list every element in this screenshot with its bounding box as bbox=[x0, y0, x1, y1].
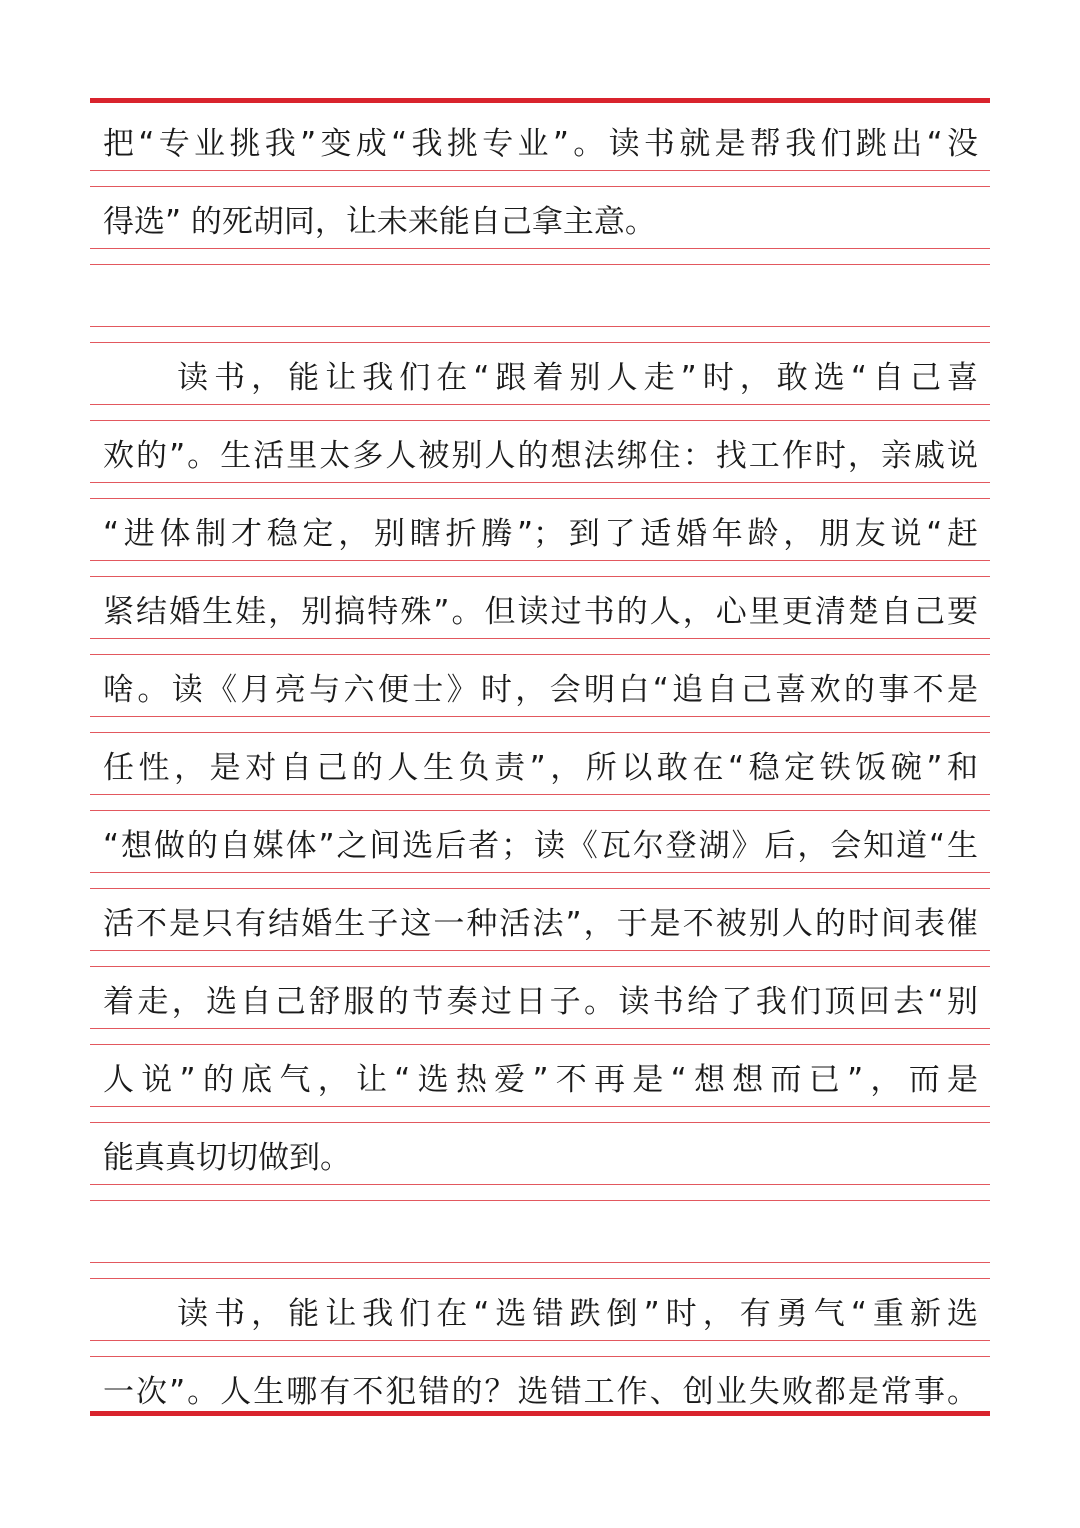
text-line-5: “进体制才稳定，别瞎折腾”；到了适婚年龄，朋友说“赶 bbox=[103, 516, 978, 552]
ruled-line bbox=[90, 1028, 990, 1029]
text-line-15: 一次”。人生哪有不犯错的？选错工作、创业失败都是常事。 bbox=[103, 1374, 978, 1410]
ruled-line bbox=[90, 342, 990, 343]
text-line-9: “想做的自媒体”之间选后者；读《瓦尔登湖》后，会知道“生 bbox=[103, 828, 978, 864]
ruled-line bbox=[90, 404, 990, 405]
ruled-line bbox=[90, 1044, 990, 1045]
text-line-6: 紧结婚生娃，别搞特殊”。但读过书的人，心里更清楚自己要 bbox=[103, 594, 978, 630]
ruled-line bbox=[90, 638, 990, 639]
top-border-rule bbox=[90, 98, 990, 103]
ruled-line bbox=[90, 1340, 990, 1341]
ruled-line bbox=[90, 576, 990, 577]
text-line-11: 着走，选自己舒服的节奏过日子。读书给了我们顶回去“别 bbox=[103, 984, 978, 1020]
text-line-10: 活不是只有结婚生子这一种活法”，于是不被别人的时间表催 bbox=[103, 906, 978, 942]
text-line-2: 得选” 的死胡同，让未来能自己拿主意。 bbox=[103, 204, 656, 240]
ruled-line bbox=[90, 872, 990, 873]
ruled-line bbox=[90, 1262, 990, 1263]
text-line-4: 欢的”。生活里太多人被别人的想法绑住：找工作时，亲戚说 bbox=[103, 438, 978, 474]
ruled-line bbox=[90, 248, 990, 249]
ruled-line bbox=[90, 1356, 990, 1357]
ruled-line bbox=[90, 170, 990, 171]
ruled-line bbox=[90, 326, 990, 327]
ruled-line bbox=[90, 186, 990, 187]
ruled-line bbox=[90, 732, 990, 733]
text-line-14: 读书，能让我们在“选错跌倒”时，有勇气“重新选 bbox=[103, 1296, 978, 1332]
ruled-line bbox=[90, 716, 990, 717]
text-line-1: 把“专业挑我”变成“我挑专业”。读书就是帮我们跳出“没 bbox=[103, 126, 978, 162]
ruled-line bbox=[90, 794, 990, 795]
ruled-line bbox=[90, 966, 990, 967]
text-line-13: 能真真切切做到。 bbox=[103, 1140, 351, 1176]
ruled-line bbox=[90, 888, 990, 889]
ruled-line bbox=[90, 1106, 990, 1107]
ruled-line bbox=[90, 1200, 990, 1201]
ruled-line bbox=[90, 810, 990, 811]
ruled-line bbox=[90, 498, 990, 499]
ruled-line bbox=[90, 264, 990, 265]
ruled-line bbox=[90, 1278, 990, 1279]
text-line-7: 啥。读《月亮与六便士》时，会明白“追自己喜欢的事不是 bbox=[103, 672, 978, 708]
ruled-line bbox=[90, 654, 990, 655]
ruled-line bbox=[90, 1184, 990, 1185]
text-line-12: 人说”的底气，让“选热爱”不再是“想想而已”，而是 bbox=[103, 1062, 978, 1098]
ruled-line bbox=[90, 1122, 990, 1123]
ruled-line bbox=[90, 950, 990, 951]
text-line-3: 读书，能让我们在“跟着别人走”时，敢选“自己喜 bbox=[103, 360, 978, 396]
ruled-line bbox=[90, 482, 990, 483]
ruled-line bbox=[90, 560, 990, 561]
text-line-8: 任性，是对自己的人生负责”，所以敢在“稳定铁饭碗”和 bbox=[103, 750, 978, 786]
ruled-line bbox=[90, 420, 990, 421]
